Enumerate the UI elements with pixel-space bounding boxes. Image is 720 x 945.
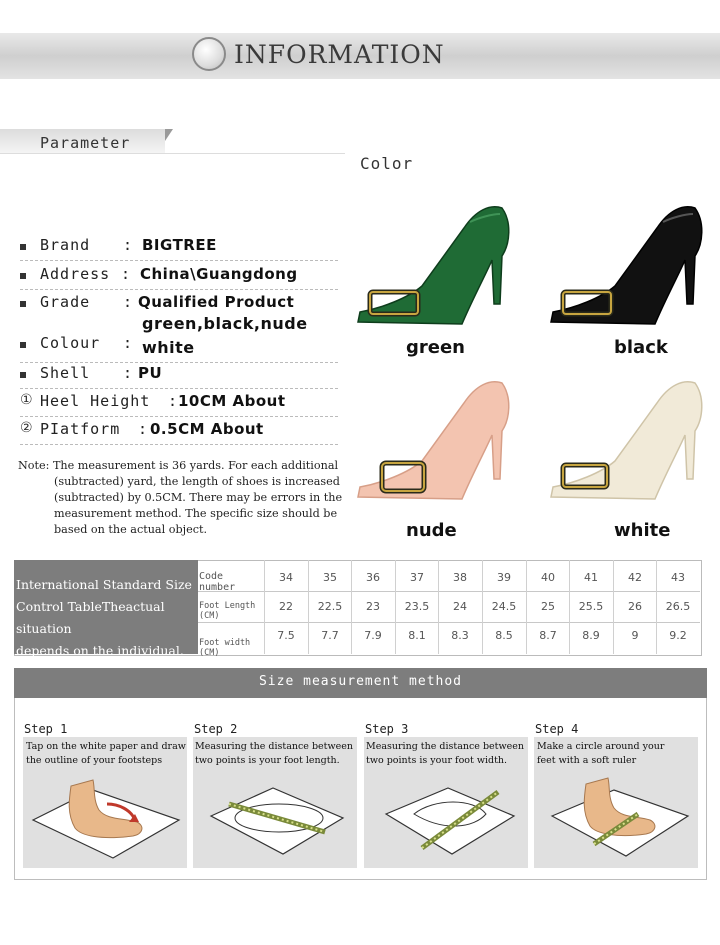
foot-length-cell: 24	[453, 600, 467, 613]
param-value: China\Guangdong	[140, 265, 298, 283]
param-row-platform	[20, 420, 338, 445]
size-code-cell: 41	[584, 571, 598, 584]
foot-width-cell: 8.3	[451, 629, 469, 642]
param-label: Shell	[40, 364, 91, 382]
param-value: 0.5CM About	[150, 420, 264, 438]
foot-length-cell: 24.5	[491, 600, 517, 613]
title-line: depends on the individual.	[16, 643, 184, 658]
tab-fold	[165, 129, 173, 141]
step-1-desc	[26, 740, 186, 768]
param-label: Address	[40, 265, 111, 283]
size-code-cell: 38	[453, 571, 467, 584]
size-code-cell: 36	[366, 571, 380, 584]
param-label: Grade	[40, 293, 91, 311]
step-2-title: Step 2	[194, 722, 238, 736]
row-header-length: Foot Length (CM)	[199, 601, 256, 621]
param-value: PU	[138, 364, 163, 382]
desc-line: feet with a soft ruler	[537, 755, 637, 766]
desc-line: Measuring the distance between	[366, 741, 524, 752]
foot-length-cell: 25	[541, 600, 555, 613]
param-row-grade	[20, 293, 338, 315]
foot-length-cell: 22.5	[317, 600, 343, 613]
color-label-nude: nude	[406, 520, 457, 541]
method-title: Size measurement method	[258, 674, 462, 689]
foot-width-cell: 7.7	[321, 629, 339, 642]
size-code-cell: 42	[628, 571, 642, 584]
desc-line: Make a circle around your	[537, 741, 665, 752]
black-shoe-image	[545, 200, 715, 330]
header-circle-icon	[192, 37, 226, 71]
row-header-code: Code number	[199, 571, 236, 593]
param-label: Brand	[40, 236, 91, 254]
foot-length-cell: 23	[366, 600, 380, 613]
desc-line: two points is your foot width.	[366, 755, 508, 766]
note-line: (subtracted) by 0.5CM. There may be errors in the	[54, 491, 343, 504]
foot-width-cell: 8.7	[539, 629, 557, 642]
green-shoe-image	[352, 200, 522, 330]
colon: :	[123, 364, 133, 382]
colon: :	[168, 392, 178, 410]
foot-width-cell: 7.5	[277, 629, 295, 642]
foot-length-cell: 26	[628, 600, 642, 613]
step-4-soft-ruler-illustration	[534, 770, 698, 868]
foot-length-cell: 26.5	[665, 600, 691, 613]
desc-line: Tap on the white paper and draw	[26, 741, 186, 752]
step-4-title: Step 4	[535, 722, 579, 736]
colour-value-line1: green,black,nude	[142, 314, 308, 333]
colon: :	[123, 293, 133, 311]
note-line: (subtracted) yard, the length of shoes is increased	[54, 475, 340, 488]
desc-line: Measuring the distance between	[195, 741, 353, 752]
param-label: PIatform	[40, 420, 121, 438]
size-code-cell: 43	[671, 571, 685, 584]
bullet-icon	[20, 244, 26, 250]
number-one-icon: ①	[20, 392, 33, 408]
foot-width-cell: 8.5	[495, 629, 513, 642]
param-row-brand	[20, 236, 338, 261]
foot-width-cell: 7.9	[364, 629, 382, 642]
size-code-cell: 40	[541, 571, 555, 584]
foot-width-cell: 8.9	[582, 629, 600, 642]
bullet-icon	[20, 301, 26, 307]
step-1-foot-outline-illustration	[23, 770, 187, 868]
step-2-desc	[195, 740, 353, 768]
parameter-tab-label: Parameter	[40, 134, 131, 152]
bullet-icon	[20, 342, 26, 348]
param-label: Heel Height	[40, 392, 151, 410]
color-label-green: green	[406, 337, 465, 358]
param-label: Colour	[40, 334, 101, 352]
note-line: measurement method. The specific size should be	[54, 507, 338, 520]
step-3-foot-width-illustration	[364, 770, 528, 868]
color-label-black: black	[614, 337, 668, 358]
size-table-title	[16, 574, 196, 662]
foot-width-cell: 9	[631, 629, 639, 642]
param-row-address	[20, 265, 338, 290]
size-note	[18, 458, 363, 538]
step-3-desc	[366, 740, 524, 768]
colon: :	[123, 236, 133, 254]
title-line: International Standard Size	[16, 577, 192, 592]
param-value: white	[142, 338, 195, 357]
color-label-white: white	[614, 520, 671, 541]
row-header-width: Foot width (CM)	[199, 638, 251, 658]
bullet-icon	[20, 273, 26, 279]
white-shoe-image	[545, 375, 715, 505]
size-code-cell: 39	[497, 571, 511, 584]
row-divider	[198, 622, 700, 623]
number-two-icon: ②	[20, 420, 33, 436]
note-line: based on the actual object.	[54, 523, 208, 536]
size-code-cell: 35	[323, 571, 337, 584]
nude-shoe-image	[352, 375, 522, 505]
param-row-heel-height	[20, 392, 338, 417]
foot-length-cell: 23.5	[404, 600, 430, 613]
desc-line: the outline of your footsteps	[26, 755, 163, 766]
size-code-cell: 37	[410, 571, 424, 584]
foot-width-cell: 8.1	[408, 629, 426, 642]
bullet-icon	[20, 372, 26, 378]
step-2-foot-length-illustration	[193, 770, 357, 868]
size-code-cell: 34	[279, 571, 293, 584]
param-value: Qualified Product	[138, 293, 295, 311]
foot-length-cell: 25.5	[578, 600, 604, 613]
title-line: Control TableTheactual situation	[16, 599, 165, 636]
colon: :	[121, 265, 131, 283]
page-title: INFORMATION	[234, 40, 445, 69]
foot-width-cell: 9.2	[669, 629, 687, 642]
param-value: BIGTREE	[142, 236, 217, 254]
colon: :	[123, 334, 133, 352]
step-4-desc	[537, 740, 664, 768]
colon: :	[138, 420, 148, 438]
note-line: Note: The measurement is 36 yards. For each additional	[18, 459, 339, 472]
param-row-colour	[20, 334, 338, 363]
foot-length-cell: 22	[279, 600, 293, 613]
param-row-shell	[20, 364, 338, 389]
param-value: 10CM About	[178, 392, 286, 410]
step-1-title: Step 1	[24, 722, 68, 736]
step-3-title: Step 3	[365, 722, 409, 736]
desc-line: two points is your foot length.	[195, 755, 340, 766]
color-heading: Color	[360, 154, 414, 173]
divider	[0, 153, 345, 154]
row-divider	[198, 591, 700, 592]
